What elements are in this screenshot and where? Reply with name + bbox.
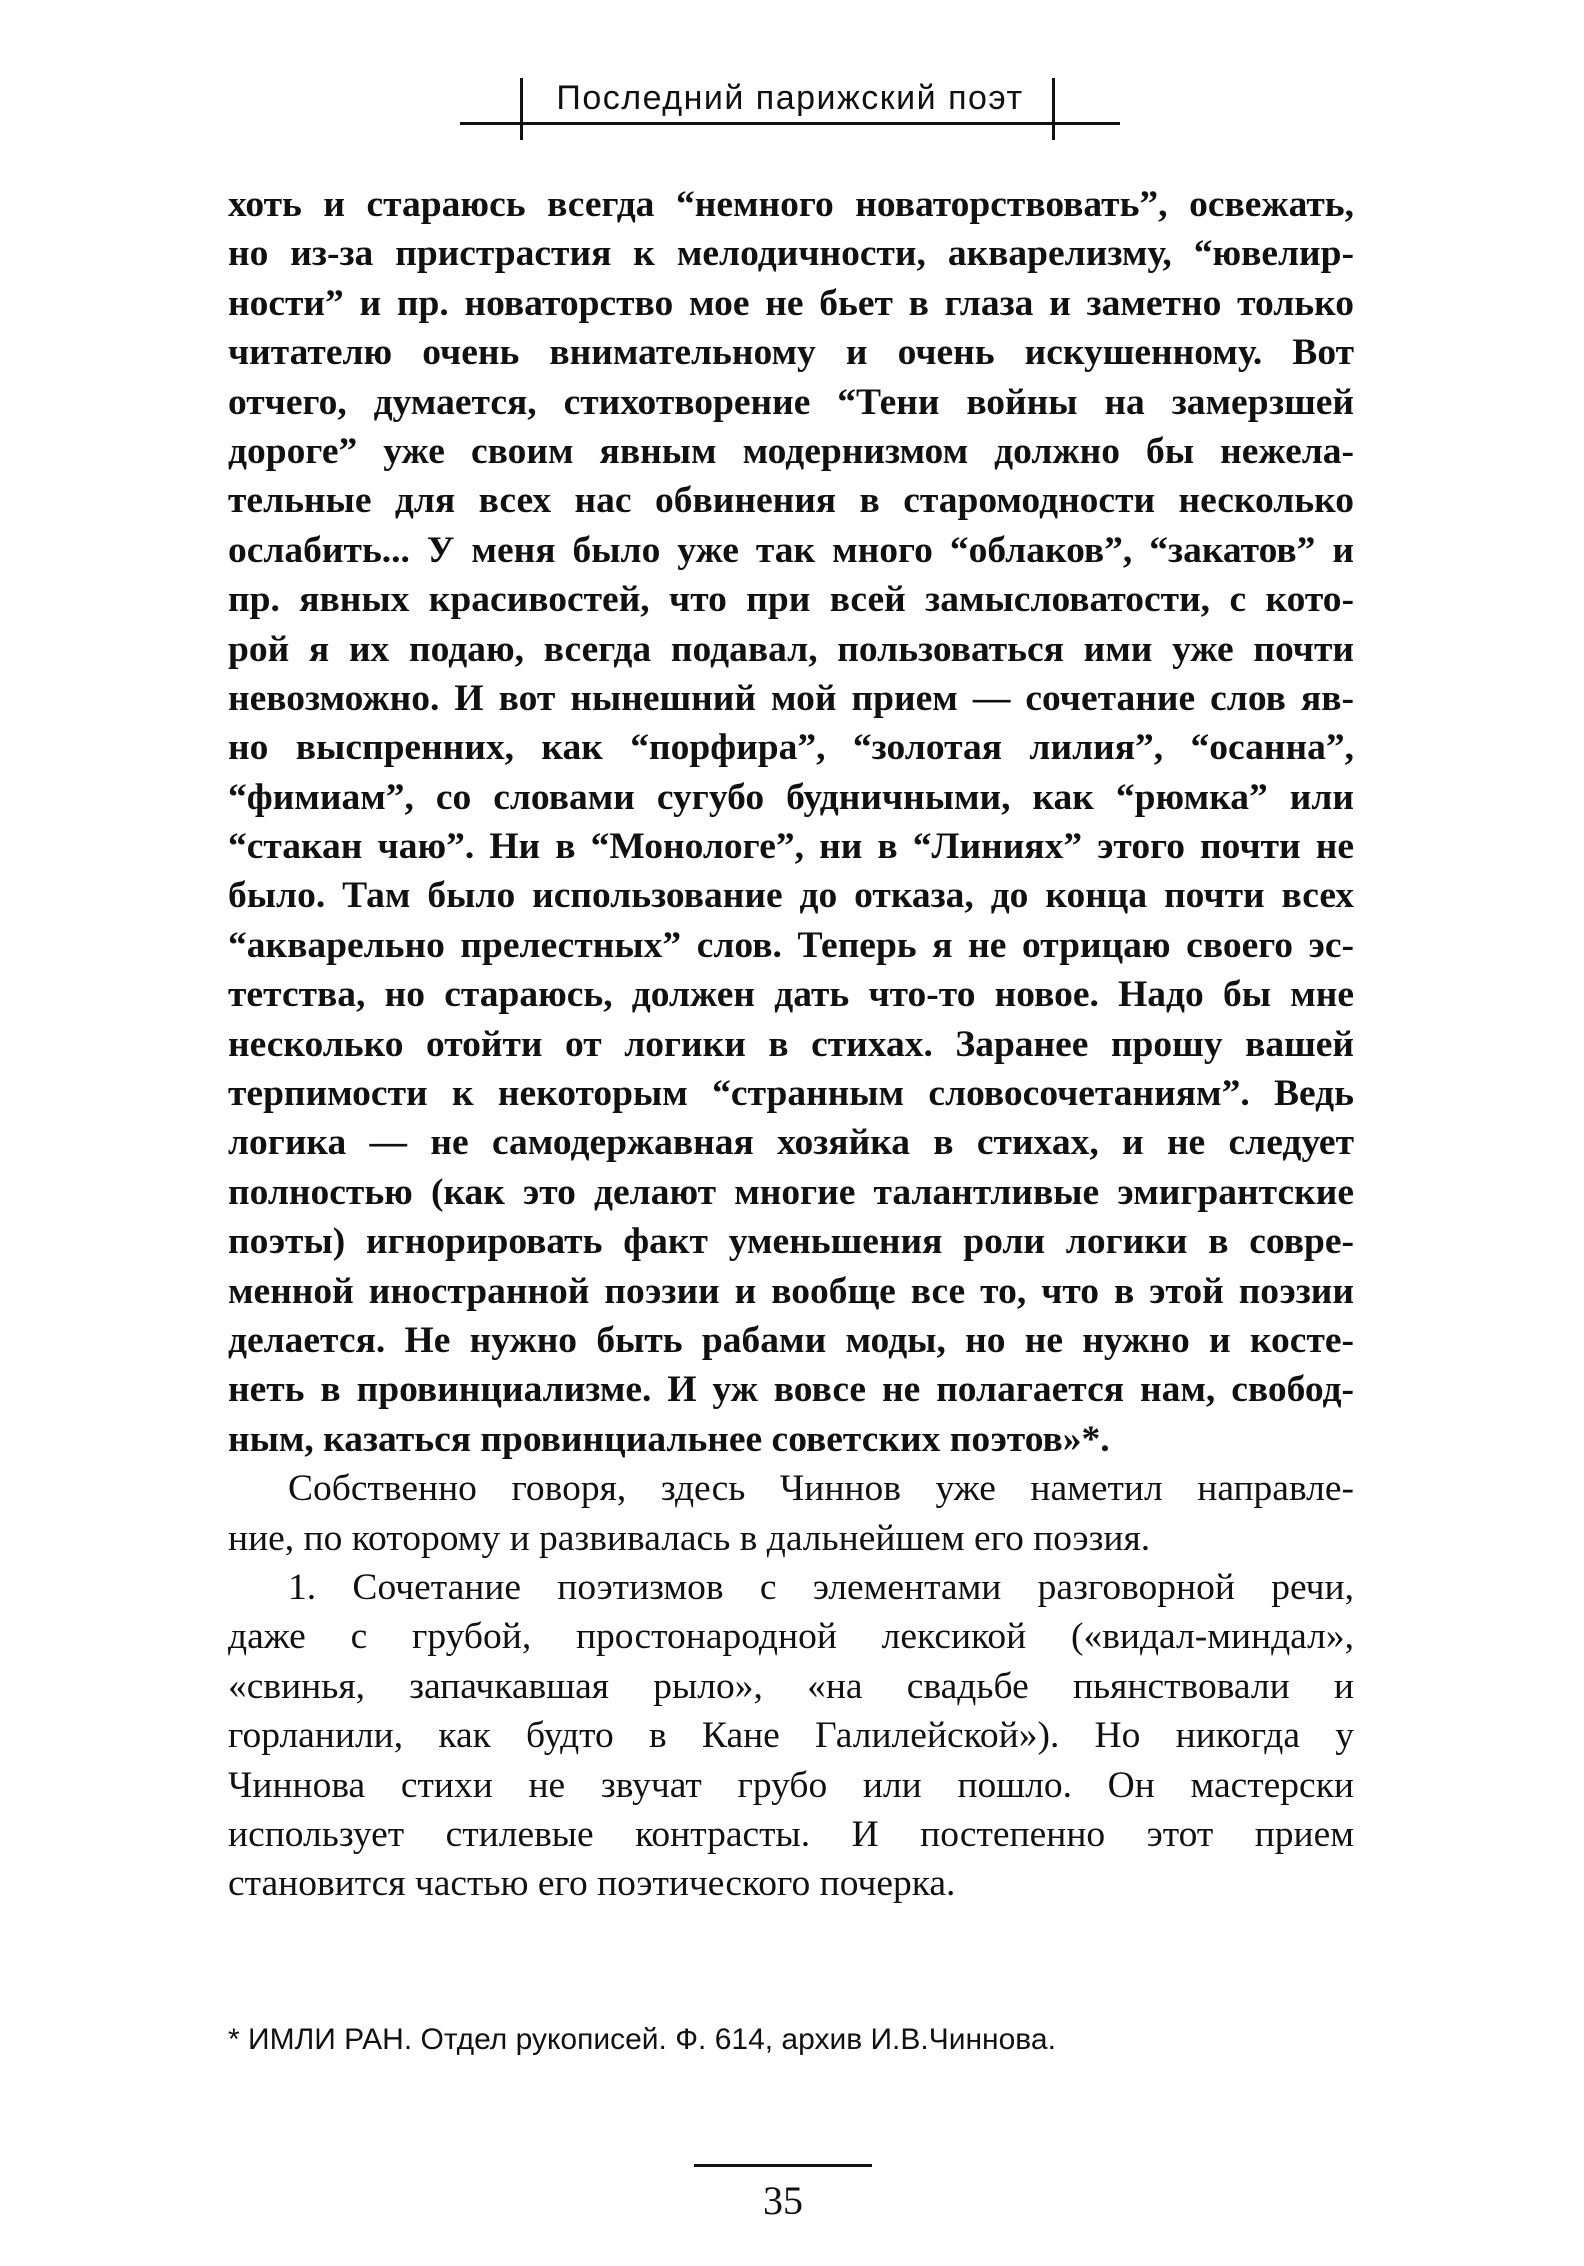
text-line: тельные для всех нас обвинения в старомодности несколько <box>228 480 1354 522</box>
paragraph-direction <box>228 1464 1354 1563</box>
text-line: Собственно говоря, здесь Чиннов уже наметил направле- <box>288 1468 1354 1510</box>
text-line: тетства, но стараюсь, должен дать что-то новое. Надо бы мне <box>228 974 1354 1016</box>
text-line: менной иностранной поэзии и вообще все то, что в этой поэзии <box>228 1270 1354 1312</box>
text-line: несколько отойти от логики в стихах. Заранее прошу вашей <box>228 1023 1354 1065</box>
text-line: поэты) игнорировать факт уменьшения роли логики в совре- <box>228 1221 1354 1263</box>
text-line: Чиннова стихи не звучат грубо или пошло. Он мастерски <box>228 1764 1354 1806</box>
header-rule-right-tick <box>1052 78 1055 140</box>
text-line: полностью (как это делают многие талантливые эмигрантские <box>228 1171 1354 1213</box>
text-line: “акварельно прелестных” слов. Теперь я не отрицаю своего эс- <box>228 924 1354 966</box>
text-line: было. Там было использование до отказа, до конца почти всех <box>228 875 1354 917</box>
text-line: даже с грубой, простонародной лексикой («видал-миндал», <box>228 1616 1354 1658</box>
paragraph-point-1 <box>228 1563 1354 1909</box>
page-number: 35 <box>763 2178 803 2223</box>
text-line: “стакан чаю”. Ни в “Монологе”, ни в “Линиях” этого почти не <box>228 826 1354 868</box>
footer-rule <box>694 2164 872 2167</box>
text-line: отчего, думается, стихотворение “Тени войны на замерзшей <box>228 381 1354 423</box>
body-text <box>228 180 1354 1909</box>
text-line: но из-за пристрастия к мелодичности, акварелизму, “ювелир- <box>228 233 1354 275</box>
text-line: пр. явных красивостей, что при всей замысловатости, с кото- <box>228 579 1354 621</box>
text-line: рой я их подаю, всегда подавал, пользоваться ими уже почти <box>228 628 1354 670</box>
text-line: дороге” уже своим явным модернизмом должно бы нежела- <box>228 430 1354 472</box>
text-line: делается. Не нужно быть рабами моды, но не нужно и косте- <box>228 1319 1354 1361</box>
text-line: ние, по которому и развивалась в дальнейшем его поэзия. <box>228 1517 1151 1559</box>
text-line: хоть и стараюсь всегда “немного новаторствовать”, освежать, <box>228 184 1354 225</box>
text-line: терпимости к некоторым “странным словосочетаниям”. Ведь <box>228 1073 1354 1115</box>
text-line: использует стилевые контрасты. И постепенно этот прием <box>228 1813 1354 1855</box>
text-line: но выспренних, как “порфира”, “золотая лилия”, “осанна”, <box>228 727 1354 769</box>
text-line: становится частью его поэтического почерка. <box>228 1863 956 1905</box>
text-line: ослабить... У меня было уже так много “облаков”, “закатов” и <box>228 529 1354 571</box>
header-rule-left-tick <box>520 78 523 140</box>
paragraph-quote-continuation <box>228 180 1354 1464</box>
text-line: “фимиам”, со словами сугубо будничными, как “рюмка” или <box>228 776 1354 818</box>
text-line: 1. Сочетание поэтизмов с элементами разговорной речи, <box>288 1566 1354 1608</box>
text-line: невозможно. И вот нынешний мой прием — сочетание слов яв- <box>228 677 1354 719</box>
running-title: Последний парижский поэт <box>530 78 1050 118</box>
text-line: «свинья, запачкавшая рыло», «на свадьбе пьянствовали и <box>228 1665 1354 1707</box>
text-line: ным, казаться провинциальнее советских поэтов»*. <box>228 1418 1110 1460</box>
footnote: * ИМЛИ РАН. Отдел рукописей. Ф. 614, архив И.В.Чиннова. <box>228 2023 1056 2056</box>
text-line: неть в провинциализме. И уж вовсе не полагается нам, свобод- <box>228 1369 1354 1411</box>
text-line: читателю очень внимательному и очень искушенному. Вот <box>228 332 1354 374</box>
text-line: логика — не самодержавная хозяйка в стихах, и не следует <box>228 1122 1354 1164</box>
text-line: ности” и пр. новаторство мое не бьет в глаза и заметно только <box>228 282 1354 324</box>
header-rule <box>460 122 1120 125</box>
running-header <box>460 78 1120 138</box>
text-line: горланили, как будто в Кане Галилейской»). Но никогда у <box>228 1715 1354 1757</box>
